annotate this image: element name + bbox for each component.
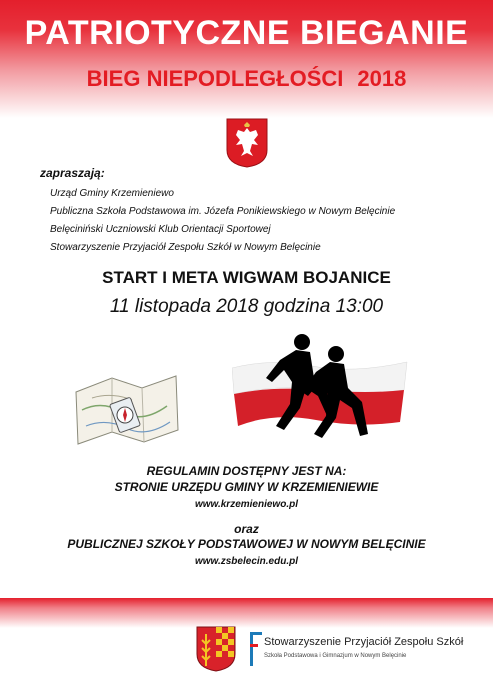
- rules-line-1: REGULAMIN DOSTĘPNY JEST NA:: [146, 464, 347, 478]
- event-location: START I META WIGWAM BOJANICE: [102, 268, 391, 287]
- rules-line-3: PUBLICZNEJ SZKOŁY PODSTAWOWEJ W NOWYM BELĘCINIE: [67, 537, 426, 551]
- event-datetime: 11 listopada 2018 godzina 13:00: [109, 296, 384, 317]
- rules-url-1[interactable]: www.krzemieniewo.pl: [195, 499, 298, 510]
- polish-eagle-emblem: [226, 118, 268, 168]
- association-subtitle: Szkoła Podstawowa i Gimnazjum w Nowym Belęcinie: [264, 653, 407, 659]
- subtitle-year: 2018: [357, 66, 407, 91]
- coat-of-arms-icon: [196, 626, 236, 672]
- poster-subtitle: [0, 66, 493, 92]
- rules-and: oraz: [234, 522, 259, 536]
- rules-line-2: STRONIE URZĘDU GMINY W KRZEMIENIEWIE: [114, 480, 379, 494]
- organizer-item: Stowarzyszenie Przyjaciół Zespołu Szkół w Nowym Belęcinie: [50, 242, 321, 253]
- subtitle-text: BIEG NIEPODLEGŁOŚCI: [86, 66, 344, 91]
- runners-flag-image: [232, 330, 412, 445]
- association-name: Stowarzyszenie Przyjaciół Zespołu Szkół: [264, 636, 464, 648]
- organizer-item: Publiczna Szkoła Podstawowa im. Józefa Ponikiewskiego w Nowym Belęcinie: [50, 206, 396, 217]
- rules-url-2[interactable]: www.zsbelecin.edu.pl: [195, 556, 298, 567]
- organizers-intro: zapraszają:: [40, 166, 105, 180]
- poster-title: PATRIOTYCZNE BIEGANIE: [24, 14, 469, 52]
- footer-band: [0, 598, 493, 700]
- map-compass-icon: [72, 370, 182, 450]
- association-logo-icon: [250, 632, 262, 666]
- organizer-item: Urząd Gminy Krzemieniewo: [50, 188, 174, 199]
- organizer-item: Belęciniński Uczniowski Klub Orientacji Sportowej: [50, 224, 271, 235]
- organizers-list: [50, 185, 395, 257]
